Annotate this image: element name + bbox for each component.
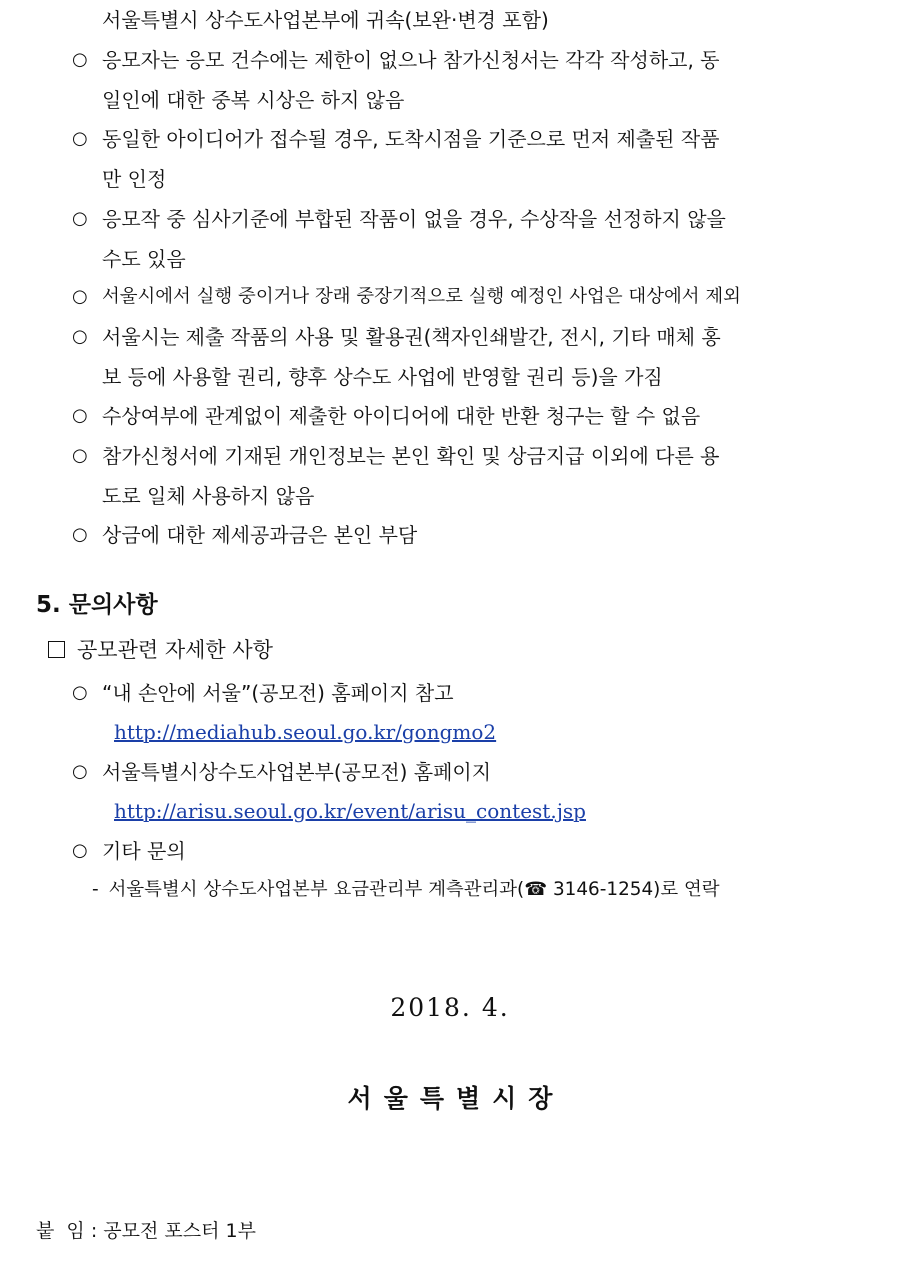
bullet-circle: ○ <box>72 128 88 149</box>
note-text: 보 등에 사용할 권리, 향후 상수도 사업에 반영할 권리 등)을 가짐 <box>102 365 663 389</box>
section-heading: 5. 문의사항 <box>36 592 158 618</box>
bullet-circle: ○ <box>72 445 88 466</box>
note-text: 만 인정 <box>102 167 167 191</box>
note-text: 서울시에서 실행 중이거나 장래 중장기적으로 실행 예정인 사업은 대상에서 제외 <box>102 286 741 307</box>
bullet-circle: ○ <box>72 208 88 229</box>
mediahub-link[interactable]: http://mediahub.seoul.go.kr/gongmo2 <box>114 720 497 744</box>
contact-item-text: 서울특별시상수도사업본부(공모전) 홈페이지 <box>102 760 492 784</box>
bullet-circle: ○ <box>72 761 88 782</box>
contact-item-text: “내 손안에 서울”(공모전) 홈페이지 참고 <box>102 681 454 705</box>
bullet-circle: ○ <box>72 682 88 703</box>
note-text: 서울시는 제출 작품의 사용 및 활용권(책자인쇄발간, 전시, 기타 매체 홍 <box>102 325 721 349</box>
bullet-circle: ○ <box>72 49 88 70</box>
note-text: 일인에 대한 중복 시상은 하지 않음 <box>102 88 405 112</box>
attachment-line <box>36 1218 256 1244</box>
bullet-circle: ○ <box>72 405 88 426</box>
subheading-text: 공모관련 자세한 사항 <box>77 638 273 662</box>
section-subheading <box>48 637 273 663</box>
attachment-label: 붙 임 : <box>36 1220 98 1242</box>
attachment-text: 공모전 포스터 1부 <box>103 1220 256 1242</box>
note-text: 수도 있음 <box>102 247 186 271</box>
bullet-circle: ○ <box>72 524 88 545</box>
checkbox-square-icon <box>48 641 65 658</box>
note-continuation: 서울특별시 상수도사업본부에 귀속(보완·변경 포함) <box>102 8 549 32</box>
bullet-circle: ○ <box>72 326 88 347</box>
bullet-circle: ○ <box>72 840 88 861</box>
note-text: 응모자는 응모 건수에는 제한이 없으나 참가신청서는 각각 작성하고, 동 <box>102 48 720 72</box>
note-text: 수상여부에 관계없이 제출한 아이디어에 대한 반환 청구는 할 수 없음 <box>102 404 701 428</box>
contact-item-text: 기타 문의 <box>102 839 186 863</box>
note-text: 응모작 중 심사기준에 부합된 작품이 없을 경우, 수상작을 선정하지 않을 <box>102 207 726 231</box>
document-date: 2018. 4. <box>390 993 510 1022</box>
note-text: 동일한 아이디어가 접수될 경우, 도착시점을 기준으로 먼저 제출된 작품 <box>102 127 720 151</box>
note-text: 참가신청서에 기재된 개인정보는 본인 확인 및 상금지급 이외에 다른 용 <box>102 444 720 468</box>
arisu-contest-link[interactable]: http://arisu.seoul.go.kr/event/arisu_contest.jsp <box>114 799 586 823</box>
issuer-signature: 서울특별시장 <box>347 1084 565 1113</box>
dash-marker: - <box>92 879 99 900</box>
bullet-circle: ○ <box>72 286 88 307</box>
contact-detail <box>92 877 720 903</box>
contact-detail-text: 서울특별시 상수도사업본부 요금관리부 계측관리과(☎ 3146-1254)로 연락 <box>108 879 720 900</box>
note-text: 도로 일체 사용하지 않음 <box>102 484 315 508</box>
note-text: 상금에 대한 제세공과금은 본인 부담 <box>102 523 418 547</box>
